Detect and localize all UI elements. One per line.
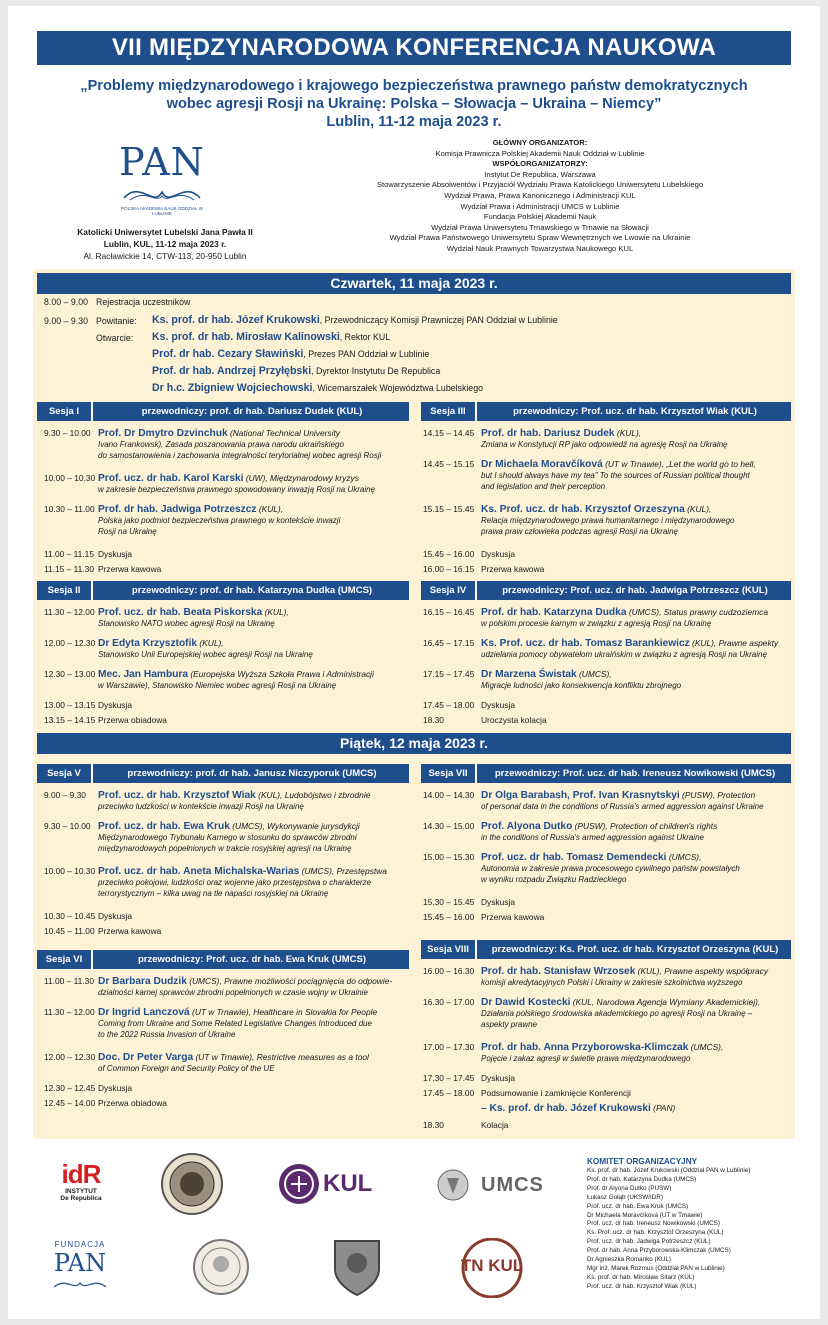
talk-title-line: do samostanowienia i zachowania integralności terytorialnej wobec agresji Rosji [98,451,382,460]
speaker-name: Prof. dr hab. Jadwiga Potrzeszcz [98,504,257,515]
speaker-affiliation: (UMCS), Wykonywanie jurysdykcji [229,821,360,831]
item-content [98,564,409,575]
committee-member: Prof. dr Alyona Dutko (PUSW) [587,1184,672,1192]
shield-crest-logo [331,1237,383,1297]
speaker-name: Prof. ucz. dr hab. Ewa Kruk [98,821,230,832]
session-label: Sesja IV [421,581,477,600]
item-content [98,473,409,495]
session-chair: przewodniczy: Prof. ucz. dr hab. Krzysztof Wiak (KUL) [513,406,757,417]
talk-title-line: w wyniku rozpadu Związku Radzieckiego [481,875,627,884]
item-speaker-line [481,966,791,977]
speaker-name: Dr Ingrid Lanczová [98,1007,190,1018]
item-speaker-line [481,428,791,439]
session-chair: przewodniczy: prof. dr hab. Janusz Niczyporuk (UMCS) [127,768,377,779]
talk-title-line: Relacja międzynarodowego prawa humanitarnego i międzynarodowego [481,516,735,525]
session-header [421,940,791,959]
talk-title-line: przeciwko ludzkości w kontekście inwazji Rosji na Ukrainę [98,802,304,811]
speaker-affiliation: (UMCS), Status prawny cudzoziemca [626,607,768,617]
item-speaker-line [481,607,791,618]
session-chair: przewodniczy: Prof. ucz. dr hab. Ireneusz Nowikowski (UMCS) [494,768,776,779]
talk-title-line: Polska jako podmiot bezpieczeństwa prawnego w kontekście inwazji [98,516,341,525]
item-time: 16.45 – 17.15 [423,638,475,648]
item-speaker-line [98,790,409,801]
session-label: Sesja VII [421,764,477,783]
speaker-affiliation: (KUL, Narodowa Agencja Wymiany Akademickiej), [570,997,761,1007]
committee-member: Prof. ucz. dr hab. Krzysztof Wiak (KUL) [587,1282,697,1290]
item-content [481,564,791,575]
speaker-role: , Prezes PAN Oddział w Lublinie [303,349,430,359]
registration-text: Rejestracja uczestników [96,297,191,307]
speaker-affiliation: (KUL), [684,504,712,514]
item-time: 18.30 [423,1120,444,1130]
item-content [481,549,791,560]
session-label: Sesja V [37,764,93,783]
session-label: Sesja VIII [421,940,477,959]
opening-speaker [152,366,440,377]
organizers: GŁÓWNY ORGANIZATOR: Komisja Prawnicza Polskiej Akademii Nauk Oddział w Lublinie WSPÓŁORGANIZATORZY: Instytut De Republica, Warszawa Stowarzyszenie Absolwentów i Przyjaciół Wydziału Prawa Katolickiego Uniwersytetu Lubelskiego Wydział Prawa, Prawa Kanonicznego i Administracji KUL Wydział Prawa i Administracji UMCS w Lublinie Fundacja Polskiej Akademii Nauk Wydział Prawa Uniwersytetu Trnawskiego w Trnawie na Słowacji Wydział Prawa Państwowego Uniwersytetu Spraw Wewnętrznych we Lwowie na Ukrainie Wydział Nauk Prawnych Towarzystwa Naukowego KUL [300,138,780,255]
item-time: 12.45 – 14.00 [44,1098,96,1108]
talk-title-line: Autonomia w zakresie prawa procesowego cywilnego państw powstałych [481,864,740,873]
talk-title-line: of personal data in the conditions of Russia's armed aggression against Ukraine [481,802,764,811]
item-content [481,607,791,629]
speaker-role: , Rektor KUL [339,332,391,342]
item-time: 17.00 – 17.30 [423,1042,475,1052]
item-time: 15.30 – 15.45 [423,897,475,907]
session-chair: przewodniczy: Prof. ucz. dr hab. Ewa Kruk (UMCS) [137,954,367,965]
session-chair: przewodniczy: Prof. ucz. dr hab. Jadwiga Potrzeszcz (KUL) [502,585,768,596]
item-text: Dyskusja [98,700,132,710]
pan-swirl-small-icon [52,1277,108,1291]
item-time: 16.00 – 16.30 [423,966,475,976]
item-time: 15.00 – 15.30 [423,852,475,862]
item-time: 14.15 – 14.45 [423,428,475,438]
item-speaker-line [481,790,791,801]
item-text: Dyskusja [98,911,132,921]
speaker-name: Prof. Alyona Dutko [481,821,573,832]
item-text: Dyskusja [481,700,515,710]
item-text: Uroczysta kolacja [481,715,547,725]
item-time: 10.45 – 11.00 [44,926,95,936]
item-content [481,715,791,726]
talk-title-line: Międzynarodowego Trybunału Karnego w stosunku do sprawców zbrodni [98,833,357,842]
speaker-affiliation: (UT w Trnawie), Healthcare in Slovakia for People [189,1007,378,1017]
speaker-affiliation: (UMCS), [666,852,702,862]
conference-title: VII MIĘDZYNARODOWA KONFERENCJA NAUKOWA [37,31,791,65]
co-organizer: Wydział Prawa Uniwersytetu Trnawskiego w Trnawie na Słowacji [431,222,649,232]
talk-title-line: Ivano Frankowsk), Zasada poszanowania prawa narodu ukraińskiego [98,440,344,449]
co-organizer: Wydział Prawa i Administracji UMCS w Lublinie [460,201,620,211]
item-content [481,1103,791,1114]
committee-member: Prof. ucz. dr hab. Jadwiga Potrzeszcz (KUL) [587,1238,711,1246]
welcome-label: Powitanie: [96,316,137,326]
umcs-crest-icon [437,1168,473,1202]
talk-title-line: przeciwko pokojowi, ludzkości oraz wojenne jako przestępstwa o charakterze [98,878,372,887]
session-label: Sesja VI [37,950,93,969]
talk-title-line: Coming from Ukraine and Some Related Legislative Changes Introduced due [98,1019,372,1028]
item-content [98,607,409,629]
item-content [481,1088,791,1099]
session-header [37,950,409,969]
speaker-name: Ks. prof. dr hab. Józef Krukowski [152,314,320,326]
speaker-role: , Dyrektor Instytutu De Republica [311,366,441,376]
speaker-name: Dr Olga Barabash, Prof. Ivan Krasnytskyi [481,790,680,801]
speaker-affiliation: (UMCS), [576,669,612,679]
item-time: 12.00 – 12.30 [44,638,96,648]
item-text: Dyskusja [98,1083,132,1093]
speaker-name: Dr Edyta Krzysztofik [98,638,198,649]
item-speaker-line [98,1052,409,1063]
item-content [481,1042,791,1064]
day1-heading: Czwartek, 11 maja 2023 r. [37,273,791,294]
speaker-name: Prof. ucz. dr hab. Krzysztof Wiak [98,790,256,801]
talk-title-line: Rosji na Ukrainę [98,527,157,536]
committee-member: Ks. prof. dr hab. Mirosław Sitarz (KUL) [587,1273,695,1281]
item-time: 14.45 – 15.15 [423,459,475,469]
speaker-affiliation: (PAN) [650,1103,676,1113]
talk-title-line: of Common Foreign and Security Policy of the UE [98,1064,275,1073]
item-time: 16.30 – 17.00 [423,997,475,1007]
speaker-name: Prof. dr hab. Cezary Sławiński [152,348,304,360]
de-republica-logo: idR INSTYTUT De Republica [60,1159,102,1202]
item-content [98,976,409,998]
talk-title-line: Stanowisko NATO wobec agresji Rosji na Ukrainę [98,619,275,628]
item-content [98,866,409,899]
item-text: Przerwa kawowa [481,564,545,574]
kul-logo: KUL [277,1162,373,1208]
item-text: Przerwa obiadowa [98,715,167,725]
session-chair: przewodniczy: prof. dr hab. Dariusz Dudek (KUL) [141,406,363,417]
session-header [421,581,791,600]
speaker-affiliation: (KUL), [262,607,289,617]
committee-member: Dr Agnieszka Romanko (KUL) [587,1256,671,1264]
item-speaker-line [98,669,409,680]
speaker-name: Dr Barbara Dudzik [98,976,187,987]
speaker-affiliation: (UW), Międzynarodowy kryzys [243,473,359,483]
item-time: 11.00 – 11.15 [44,549,94,559]
item-content [481,997,791,1030]
talk-title-line: w polskim procesie karnym w związku z agresją Rosji na Ukrainę [481,619,712,628]
speaker-name: Ks. Prof. ucz. dr hab. Krzysztof Orzeszyna [481,504,685,515]
speaker-name: Prof. dr hab. Anna Przyborowska-Klimczak [481,1042,689,1053]
talk-title-line: dzialności karnej sprawców zbrodni popełnionych w czasie wojny w Ukrainie [98,988,368,997]
co-organizer: Instytut De Republica, Warszawa [484,169,596,179]
talk-title-line: prawa praw człowieka podczas agresji Rosji na Ukrainę [481,527,678,536]
speaker-name: Prof. dr hab. Andrzej Przyłębski [152,365,312,377]
co-organizer: Wydział Prawa Państwowego Uniwersytetu Spraw Wewnętrznych we Lwowie na Ukrainie [389,233,691,243]
item-time: 16.00 – 16.15 [423,564,475,574]
item-content [98,549,409,560]
speaker-affiliation: (KUL), Ludobójstwo i zbrodnie [255,790,371,800]
item-content [481,669,791,691]
item-content [98,821,409,854]
item-content [481,852,791,885]
item-time: 17.45 – 18.00 [423,700,475,710]
item-content [481,1120,791,1131]
committee-member: Ks. prof. dr hab. Józef Krukowski (Oddział PAN w Lublinie) [587,1167,751,1174]
item-time: 11.00 – 11.30 [44,976,94,986]
item-speaker-line [481,669,791,680]
talk-title-line: Pojęcie i zakaz agresji w świetle prawa międzynarodowego [481,1054,691,1063]
item-content [98,428,409,461]
item-content [481,700,791,711]
item-content [481,638,791,660]
opening-label: Otwarcie: [96,333,134,343]
item-text: Dyskusja [481,549,515,559]
item-content [98,715,409,726]
speaker-affiliation: (UT w Trnawie), „Let the world go to hell, [602,459,756,469]
session-label: Sesja II [37,581,93,600]
speaker-affiliation: (Europejska Wyższa Szkoła Prawa i Administracji [188,669,374,679]
item-time: 9.30 – 10.00 [44,821,91,831]
speaker-affiliation: (UMCS), Przestępstwa [299,866,387,876]
item-text: Kolacja [481,1120,509,1130]
item-content [98,790,409,812]
speaker-affiliation: (UMCS), Prawne możliwości pociągnięcia do odpowie- [186,976,393,986]
umcs-logo: UMCS [437,1168,547,1204]
fundacja-pan-logo: FUNDACJA PAN [48,1240,112,1296]
conference-subtitle: „Problemy międzynarodowego i krajowego bezpieczeństwa prawnego państw demokratycznych wobec agresji Rosji na Ukrainę: Polska – Słowacja – Ukraina – Niemcy” Lublin, 11-12 maja 2023 r. [80,78,748,130]
item-time: 10.00 – 10.30 [44,473,96,483]
item-speaker-line [98,638,409,649]
session-header [421,764,791,783]
speaker-name: Dr Dawid Kostecki [481,997,571,1008]
co-organizer: Wydział Prawa, Prawa Kanonicznego i Administracji KUL [444,190,636,200]
item-speaker-line [481,459,791,470]
item-speaker-line [481,638,791,649]
item-content [481,897,791,908]
item-speaker-line [98,866,409,877]
speaker-name: Prof. Dr Dmytro Dzvinchuk [98,428,228,439]
speaker-affiliation: (KUL), Prawne aspekty współpracy [635,966,769,976]
session-header [37,581,409,600]
speaker-name: Ks. prof. dr hab. Mirosław Kalinowski [152,331,340,343]
item-content [98,504,409,537]
item-content [98,1083,409,1094]
item-speaker-line [481,821,791,832]
item-time: 15.45 – 16.00 [423,549,475,559]
item-time: 9.00 – 9.30 [44,790,86,800]
session-header [37,402,409,421]
item-content [98,700,409,711]
co-organizer: Stowarzyszenie Absolwentów i Przyjaciół Wydziału Prawa Katolickiego Uniwersytetu Lubelskiego [376,180,704,190]
session-header [37,764,409,783]
talk-title-line: Migracje ludności jako konsekwencja konfliktu zbrojnego [481,681,682,690]
opening-speaker [152,383,483,394]
talk-title-line: but I should always have my tea” To the sources of Russian political thought [481,471,750,480]
item-text: Podsumowanie i zamknięcie Konferencji [481,1088,631,1098]
item-content [481,1073,791,1084]
speaker-name: Prof. ucz. dr hab. Karol Karski [98,473,244,484]
item-time: 17.15 – 17.45 [423,669,475,679]
tnkul-logo: TN KUL [460,1238,526,1298]
talk-title-line: w Warszawie), Stanowisko Niemiec wobec agresji Rosji na Ukrainę [98,681,337,690]
session-chair: przewodniczy: prof. dr hab. Katarzyna Dudka (UMCS) [131,585,373,596]
item-time: 10.30 – 11.00 [44,504,95,514]
item-text: Przerwa obiadowa [98,1098,167,1108]
item-time: 12.00 – 12.30 [44,1052,96,1062]
speaker-name: Prof. dr hab. Dariusz Dudek [481,428,615,439]
item-content [481,966,791,988]
item-time: 13.15 – 14.15 [44,715,96,725]
item-time: 16.15 – 16.45 [423,607,475,617]
speaker-affiliation: (KUL), Prawne aspekty [689,638,779,648]
item-content [98,638,409,660]
kul-emblem-icon [277,1162,321,1206]
talk-title-line: międzynarodowych popełnionych w trakcie rosyjskiej agresji na Ukrainę [98,844,352,853]
speaker-role: , Wicemarszałek Województwa Lubelskiego [312,383,483,393]
seal-logo-2 [192,1238,250,1296]
item-content [98,1052,409,1074]
item-content [481,912,791,923]
speaker-affiliation: (PUSW), Protection of children's rights [572,821,718,831]
item-speaker-line [98,428,409,439]
speaker-name: Prof. dr hab. Stanisław Wrzosek [481,966,636,977]
talk-title-line: Stanowisko Unii Europejskiej wobec agresji Rosji na Ukrainę [98,650,313,659]
committee-member: Prof. dr hab. Katarzyna Dudka (UMCS) [587,1175,697,1183]
speaker-name: Mec. Jan Hambura [98,669,189,680]
item-speaker-line [481,852,791,863]
speaker-name: Prof. ucz. dr hab. Aneta Michalska-Warias [98,866,300,877]
item-content [98,911,409,922]
committee-member: Prof. ucz. dr hab. Ewa Kruk (UMCS) [587,1202,689,1210]
talk-title-line: Działania polskiego środowiska akademickiego po agresji Rosji na Ukrainę – [481,1009,753,1018]
organizing-committee: KOMITET ORGANIZACYJNY Ks. prof. dr hab. Józef Krukowski (Oddział PAN w Lublinie) Prof. dr hab. Katarzyna Dudka (UMCS) Prof. dr Alyona Dutko (PUSW) Łukasz Gołąb (UKSW/IDR) Prof. ucz. dr hab. Ewa Kruk (UMCS) Dr Michaela Moravčíková (UT w Trnawie) Prof. ucz. dr hab. Ireneusz Nowikowski (UMCS) Ks. Prof. ucz. dr hab. Krzysztof Orzeszyna (KUL) Prof. ucz. dr hab. Jadwiga Potrzeszcz (KUL) Prof. dr hab. Anna Przyborowska-Klimczak (UMCS) Dr Agnieszka Romanko (KUL) Mgr inż. Marek Rozmus (Oddział PAN w Lublinie) Ks. prof. dr hab. Mirosław Sitarz (KUL) Prof. ucz. dr hab. Krzysztof Wiak (KUL) [587,1156,807,1292]
item-time: 15.45 – 16.00 [423,912,475,922]
opening-time: 9.00 – 9.30 [44,316,89,326]
speaker-name: – Ks. prof. dr hab. Józef Krukowski [481,1103,651,1114]
speaker-affiliation: (KUL), [256,504,284,514]
speaker-name: Doc. Dr Peter Varga [98,1052,194,1063]
session-header [421,402,791,421]
speaker-affiliation: (UT w Trnawie), Restrictive measures as a tool [193,1052,369,1062]
opening-speaker [152,315,558,326]
item-time: 17.45 – 18.00 [423,1088,475,1098]
committee-member: Prof. ucz. dr hab. Ireneusz Nowikowski (UMCS) [587,1220,720,1228]
session-chair: przewodniczy: Ks. Prof. ucz. dr hab. Krzysztof Orzeszyna (KUL) [491,944,779,955]
pan-swirl-icon [120,178,204,206]
opening-speaker [152,349,429,360]
item-time: 14.00 – 14.30 [423,790,475,800]
item-content [481,790,791,812]
committee-member: Mgr inż. Marek Rozmus (Oddział PAN w Lublinie) [587,1264,725,1272]
item-time: 12.30 – 12.45 [44,1083,96,1093]
item-speaker-line [98,976,409,987]
item-content [481,459,791,492]
speaker-affiliation: (KUL), [197,638,224,648]
item-speaker-line [481,997,791,1008]
committee-member: Ks. Prof. ucz. dr hab. Krzysztof Orzeszyna (KUL) [587,1229,724,1237]
speaker-affiliation: (PUSW), Protection [679,790,756,800]
item-time: 18.30 [423,715,444,725]
talk-title-line: and legislation and their perception [481,482,606,491]
item-speaker-line [98,504,409,515]
item-time: 11.30 – 12.00 [44,1007,95,1017]
item-text: Dyskusja [98,549,132,559]
item-content [481,821,791,843]
item-content [481,428,791,450]
item-content [98,669,409,691]
item-time: 11.30 – 12.00 [44,607,95,617]
speaker-name: Dr Michaela Moravčíková [481,459,603,470]
talk-title-line: aspekty prawne [481,1020,538,1029]
speaker-name: Prof. ucz. dr hab. Tomasz Demendecki [481,852,667,863]
item-time: 9.30 – 10.00 [44,428,91,438]
talk-title-line: to the 2022 Russia Invasion of Ukraine [98,1030,236,1039]
co-organizer: Wydział Nauk Prawnych Towarzystwa Naukowego KUL [446,243,634,253]
talk-title-line: in the conditions of Russia's armed aggression against Ukraine [481,833,704,842]
item-speaker-line [481,1042,791,1053]
item-speaker-line [98,607,409,618]
speaker-affiliation: (KUL), [614,428,642,438]
item-speaker-line [98,1007,409,1018]
item-content [98,926,409,937]
pan-logo: PAN POLSKA AKADEMIA NAUK ODDZIAŁ W LUBLINIE [119,140,205,216]
item-text: Przerwa kawowa [481,912,545,922]
item-time: 13.00 – 13.15 [44,700,96,710]
item-time: 17.30 – 17.45 [423,1073,475,1083]
talk-title-line: w zakresie bezpieczeństwa prawnego spowodowany inwazją Rosji na Ukrainę [98,485,376,494]
speaker-name: Dr Marzena Świstak [481,669,577,680]
item-time: 15.15 – 15.45 [423,504,475,514]
speaker-role: , Przewodniczący Komisji Prawniczej PAN Oddział w Lublinie [319,315,558,325]
committee-member: Prof. dr hab. Anna Przyborowska-Klimczak (UMCS) [587,1247,731,1255]
session-label: Sesja I [37,402,93,421]
item-text: Przerwa kawowa [98,564,162,574]
item-text: Przerwa kawowa [98,926,162,936]
speaker-affiliation: (UMCS), [688,1042,724,1052]
item-text: Dyskusja [481,897,515,907]
item-speaker-line [481,504,791,515]
committee-member: Łukasz Gołąb (UKSW/IDR) [587,1193,663,1201]
speaker-affiliation: (National Technical University [227,428,340,438]
item-time: 10.30 – 10.45 [44,911,96,921]
item-speaker-line [98,821,409,832]
item-content [98,1098,409,1109]
registration-time: 8.00 – 9.00 [44,297,89,307]
item-text: Dyskusja [481,1073,515,1083]
item-time: 11.15 – 11.30 [44,564,94,574]
item-time: 14.30 – 15.00 [423,821,475,831]
item-speaker-line [481,1103,791,1114]
talk-title-line: Zmiana w Konstytucji RP jako odpowiedź na agresję Rosji na Ukrainę [481,440,728,449]
co-organizer: Fundacja Polskiej Akademii Nauk [483,212,597,222]
talk-title-line: terrorystycznym – kilka uwag na tle napaści rosyjskiej na Ukrainę [98,889,329,898]
item-content [481,504,791,537]
speaker-name: Prof. dr hab. Katarzyna Dudka [481,607,627,618]
speaker-name: Ks. Prof. ucz. dr hab. Tomasz Barankiewicz [481,638,690,649]
day2-heading: Piątek, 12 maja 2023 r. [37,733,791,754]
venue-info: Katolicki Uniwersytet Lubelski Jana Pawła II Lublin, KUL, 11-12 maja 2023 r. Al. Racławickie 14, CTW-113, 20-950 Lublin [77,227,253,261]
committee-member: Dr Michaela Moravčíková (UT w Trnawie) [587,1211,703,1219]
talk-title-line: udzielania pomocy obywatelom ukraińskim w związku z agresją Rosji na Ukrainę [481,650,767,659]
item-content [98,1007,409,1040]
opening-speaker [152,332,390,343]
speaker-name: Prof. ucz. dr hab. Beata Piskorska [98,607,263,618]
item-time: 12.30 – 13.00 [44,669,96,679]
speaker-name: Dr h.c. Zbigniew Wojciechowski [152,382,313,394]
session-label: Sesja III [421,402,477,421]
item-speaker-line [98,473,409,484]
item-time: 10.00 – 10.30 [44,866,96,876]
talk-title-line: komisji akredytacyjnych Polski i Ukrainy w zakresie szkolnictwa wyższego [481,978,743,987]
seal-logo-1 [160,1152,224,1216]
